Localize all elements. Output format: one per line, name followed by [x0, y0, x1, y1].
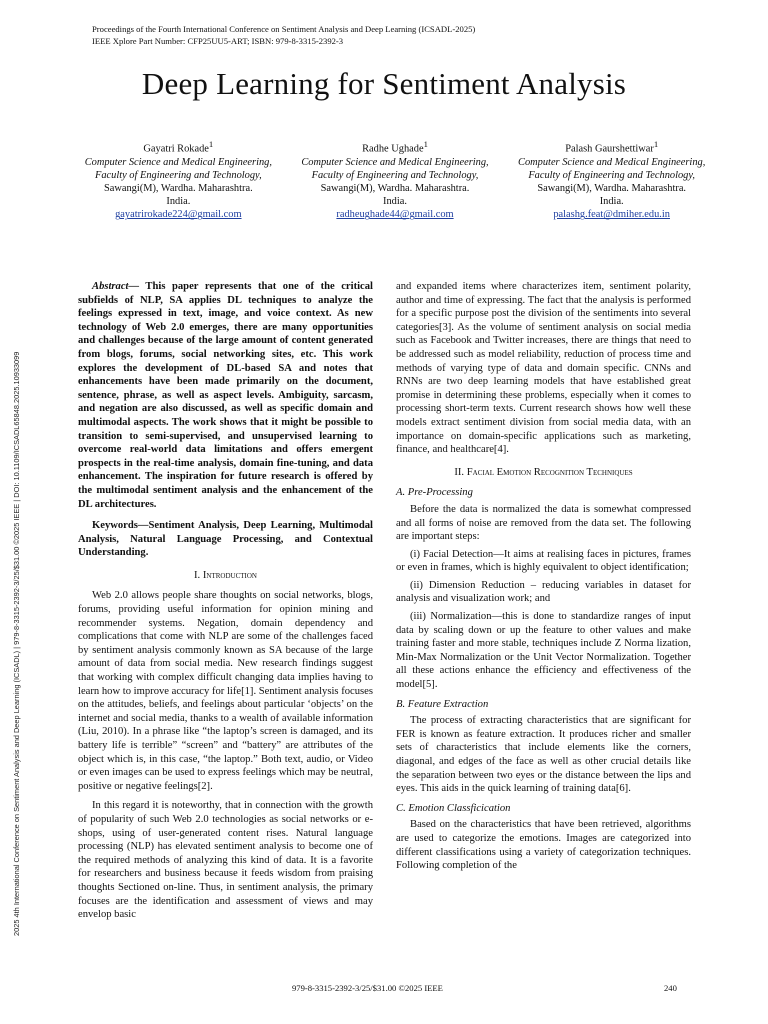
author-name: Palash Gaurshettiwar — [565, 143, 654, 155]
continued-paragraph: and expanded items where characterizes item, sentiment polarity, author and time of expressing. The fact that the analysis is performed for a specific purpose post the division of the sentiments into several categories[3]. As the volume of sentiment analysis on social media such as Facebook and Twitter increases, there are things that need to be addressed such as model reliability, reduction of process time and methods of varying type of data and domain specific. CNNs and RNNs are two deep learning models that have established great promise in determining these problems, especially when it comes to processing short-term texts. Current research shows how well these models extract sentiment division from social media data, with an importance on domain-specific applications such as marketing, finance, and healthcare[4]. — [396, 281, 691, 456]
author-country: India. — [599, 196, 624, 208]
list-item-dimension-reduction: (ii) Dimension Reduction – reducing variables in dataset for analysis and visualization work; and — [396, 579, 691, 605]
paper-title: Deep Learning for Sentiment Analysis — [141, 66, 627, 101]
proceedings-header — [92, 24, 475, 47]
section-number: II. — [454, 466, 465, 478]
author-email-link[interactable]: gayatrirokade224@gmail.com — [115, 209, 242, 221]
doi-sidebar: 2025 4th International Conference on Sentiment Analysis and Deep Learning (ICSADL) | 979-8-3315-2392-3/25/$31.00 ©2025 IEEE | DOI: 10.1109/ICSADL65848.2025.10933099 — [12, 351, 21, 936]
author-place: Sawangi(M), Wardha. Maharashtra. — [537, 183, 687, 195]
author-2 — [287, 138, 504, 222]
author-place: Sawangi(M), Wardha. Maharashtra. — [103, 183, 253, 195]
subsection-preprocessing: A. Pre-Processing — [396, 487, 473, 499]
keywords-text: Sentiment Analysis, Deep Learning, Multimodal Analysis, Natural Language Processing, and Contextual Understanding. — [78, 520, 373, 559]
author-faculty: Faculty of Engineering and Technology, — [528, 169, 696, 181]
author-country: India. — [166, 196, 191, 208]
abstract-text: This paper represents that one of the critical subfields of NLP, SA applies DL techniques to analyze the feelings expressed in text, image, and voice context. As new technology of Web 2.0 emerges, there are many opportunities and challenges because of the large amount of content generated from blogs, forums, social networking sites, etc. This work explores the development of DL-based SA and notes that enhancements have been made primarily on the document, sentence, phrase, as well as aspect levels. Ambiguity, sarcasm, and negation are also discussed, as well as specific domain and multimodal aspects. The work shows that it might be possible to transition to semi-supervised, and unsupervised learning to overcome real-world data limitations and offers emergent prospects in the real-time analysis, domain fine-tuning, and data enhancement. The inspiration for future research is offered by the multimodal sentiment analysis and the enhancement of the DL architectures. — [78, 281, 373, 510]
author-affiliation: Computer Science and Medical Engineering, — [518, 156, 706, 168]
abstract-label: Abstract— — [92, 281, 140, 292]
list-item-facial-detection: (i) Facial Detection—It aims at realising faces in pictures, frames or even in frames, which is highly equivalent to object identification; — [396, 548, 691, 574]
author-affiliation: Computer Science and Medical Engineering, — [84, 156, 272, 168]
header-line-2: IEEE Xplore Part Number: CFP25UU5-ART; ISBN: 979-8-3315-2392-3 — [92, 35, 344, 46]
author-block — [70, 138, 720, 222]
section-title: Introduction — [202, 569, 257, 581]
author-place: Sawangi(M), Wardha. Maharashtra. — [320, 183, 470, 195]
abstract — [78, 280, 373, 511]
feature-extraction-paragraph: The process of extracting characteristics that are significant for FER is known as feature extraction. It produces richer and smaller sets of characteristics that include elements like the corners, diagonal, and edges of the face as well as other crucial details like the separation between two eyes or the distance between the lips and eyes. This aids in the quick learning of training data[6]. — [396, 715, 691, 795]
author-faculty: Faculty of Engineering and Technology, — [94, 169, 262, 181]
section-heading-fer — [396, 466, 691, 480]
left-column — [78, 280, 373, 926]
keywords — [78, 519, 373, 560]
page-number: 240 — [664, 983, 677, 993]
preprocessing-paragraph: Before the data is normalized the data is somewhat compressed and all forms of noise are removed from the data set. The following are important steps: — [396, 503, 691, 543]
author-1 — [70, 138, 287, 222]
author-3 — [503, 138, 720, 222]
subsection-feature-extraction: B. Feature Extraction — [396, 698, 489, 710]
section-heading-introduction — [78, 569, 373, 583]
list-item-normalization: (iii) Normalization—this is done to standardize ranges of input data by scaling down or up the feature to other values and make training faster and more stable, techniques include Z Norma lization, Min-Max Normalization or the Unit Vector Normalization. Together all these actions enhance the efficiency and effectiveness of the model[5]. — [396, 611, 691, 691]
emotion-classification-paragraph: Based on the characteristics that have been retrieved, algorithms are used to categorize the emotions. Images are categorized into different classifications using a variety of categorization techniques. Following completion of the — [396, 819, 691, 872]
author-sup: 1 — [208, 139, 214, 149]
subsection-emotion-classification: C. Emotion Classficication — [396, 802, 511, 814]
keywords-label: Keywords— — [92, 520, 149, 532]
intro-paragraph-1: Web 2.0 allows people share thoughts on social networks, blogs, forums, providing useful information for opinion mining and recommender systems. Negation, domain dependency and complications that come with NLP are some of the challenges faced by sentiment analysis commonly known as SA because of the large amount of data from social media. New research findings suggest that working with complex difficult changing data implies having to learn how to improve accuracy for life[1]. Sentiment analysis focuses on the attitudes, beliefs, and feelings about particular ‘objects’ on the internet and social media, thanks to a wealth of available information (Liu, 2010). In a phrase like “the laptop’s screen is damaged, and its battery life is terrible” “screen” and “battery” are attributes of the object which is, in this case, “the laptop.” Both text, audio, or Video or even images can be used to express feelings which may be neutral, positive or negative feelings[2]. — [78, 590, 373, 792]
author-country: India. — [383, 196, 407, 208]
author-name: Radhe Ughade — [362, 143, 424, 155]
author-sup: 1 — [423, 139, 428, 149]
section-number: I. — [194, 569, 201, 581]
author-email-link[interactable]: palashg.feat@dmiher.edu.in — [553, 209, 670, 221]
author-email-link[interactable]: radheughade44@gmail.com — [336, 209, 454, 221]
author-faculty: Faculty of Engineering and Technology, — [311, 169, 479, 181]
author-affiliation: Computer Science and Medical Engineering, — [301, 156, 489, 168]
header-line-1: Proceedings of the Fourth International Conference on Sentiment Analysis and Deep Learning (ICSADL-2025) — [92, 24, 476, 34]
author-sup: 1 — [653, 139, 659, 149]
right-column — [396, 280, 691, 877]
author-name: Gayatri Rokade — [143, 143, 209, 155]
footer-copyright: 979-8-3315-2392-3/25/$31.00 ©2025 IEEE — [292, 983, 443, 993]
section-title: Facial Emotion Recognition Techniques — [466, 466, 633, 478]
intro-paragraph-2: In this regard it is noteworthy, that in connection with the growth of popularity of such Web 2.0 technologies as social networks or e-shops, using of user-generated content rises. Natural language processing (NLP) has elevated sentiment analysis to become one of the required methods of analyzing this kind of data. It is a favorite for researchers and business because it feeds wisdom from praising thoughts Sectioned on-line. Thus, in sentiment analysis, the primary focuses are the identification and assessment of views and may envelop basic — [78, 800, 373, 921]
